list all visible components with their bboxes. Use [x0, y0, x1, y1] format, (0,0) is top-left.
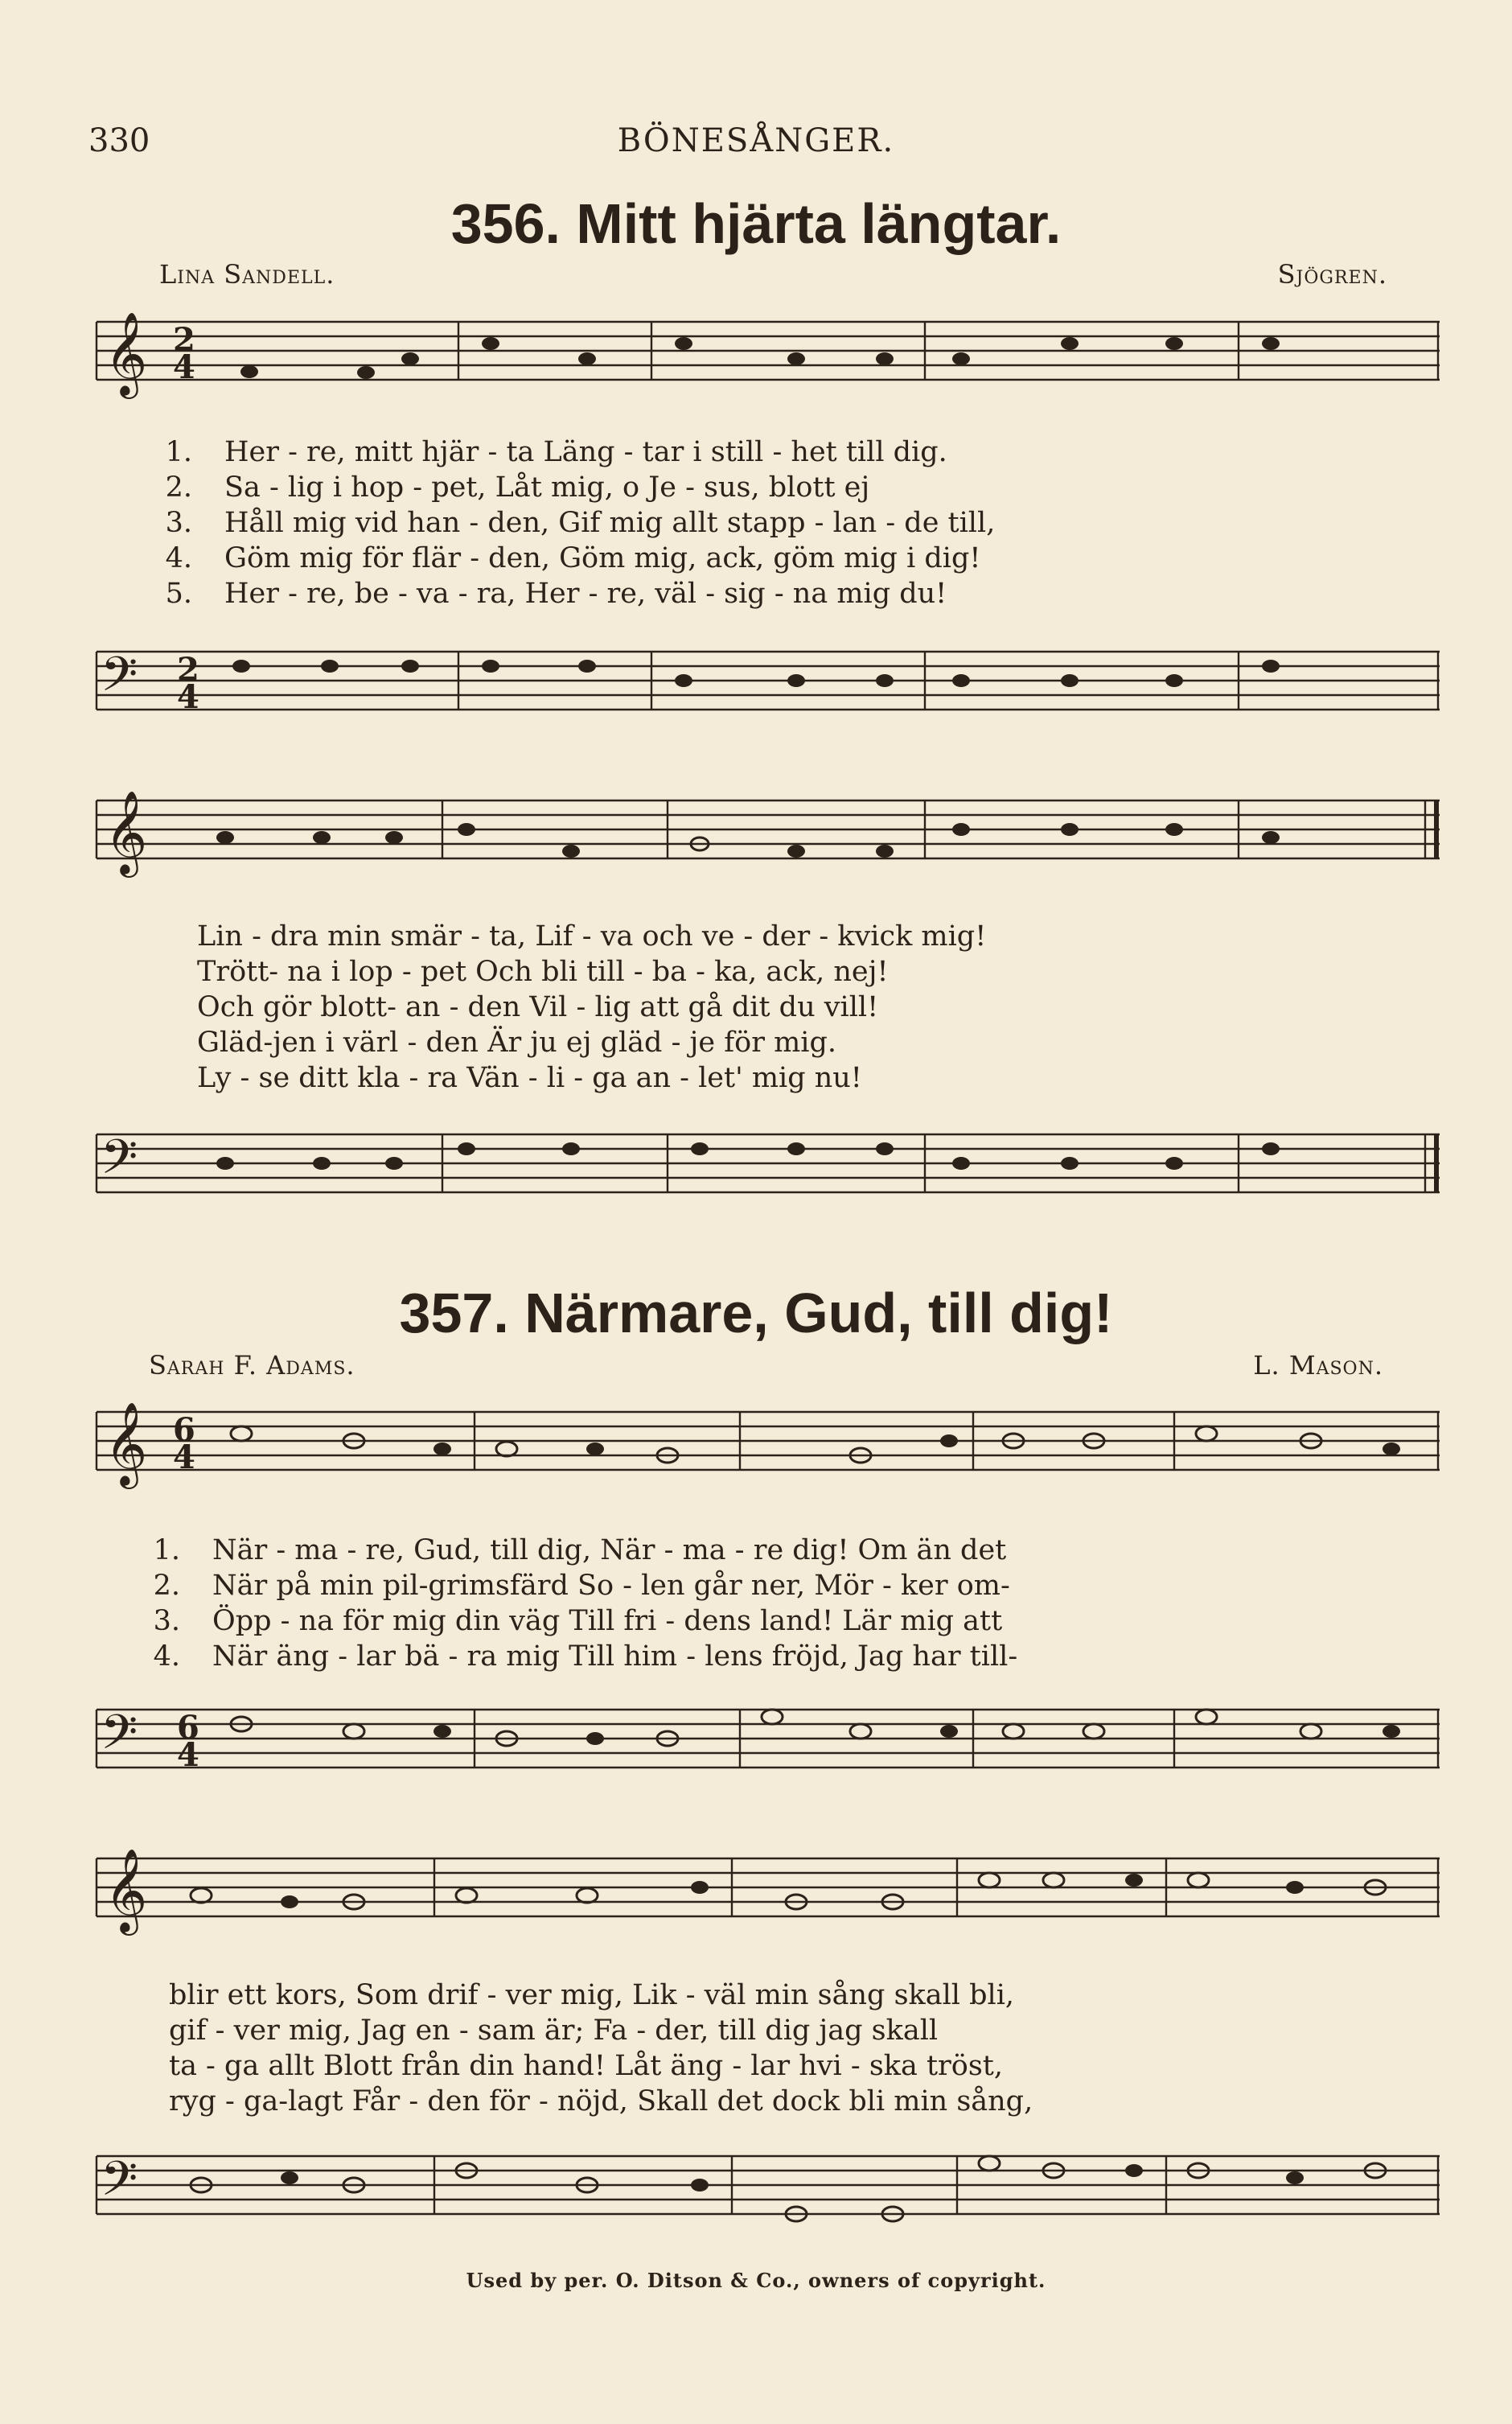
hymn-357-author: Sarah F. Adams. [149, 1350, 355, 1381]
verse-line: Trött- na i lop - pet Och bli till - ba - ka, ack, nej! [197, 956, 889, 988]
verse-line: 5. Her - re, be - va - ra, Her - re, väl - sig - na mig du! [165, 578, 947, 610]
verse-line: 2. När på min pil-grimsfärd So - len går ner, Mör - ker om- [153, 1570, 1010, 1602]
verse-line: 4. När äng - lar bä - ra mig Till him - lens fröjd, Jag har till- [153, 1640, 1018, 1673]
verse-line: gif - ver mig, Jag en - sam är; Fa - der, till dig jag skall [169, 2015, 939, 2047]
hymn-357-title: 357. Närmare, Gud, till dig! [399, 1282, 1113, 1344]
svg-text:6: 6 [173, 1411, 195, 1449]
svg-text:𝄞: 𝄞 [105, 311, 148, 396]
svg-text:𝄢: 𝄢 [101, 1704, 138, 1772]
page-number: 330 [88, 122, 150, 159]
svg-text:𝄞: 𝄞 [105, 790, 148, 875]
hymn-356-system1-treble [88, 306, 1440, 418]
verse-line: 4. Göm mig för flär - den, Göm mig, ack, göm mig i dig! [165, 542, 981, 574]
running-title: BÖNESÅNGER. [617, 122, 895, 159]
svg-text:𝄞: 𝄞 [105, 1401, 148, 1486]
hymn-356-author: Lina Sandell. [159, 259, 335, 290]
verse-line: ta - ga allt Blott från din hand! Låt äng - lar hvi - ska tröst, [169, 2050, 1003, 2082]
svg-text:𝄢: 𝄢 [101, 1129, 138, 1196]
svg-text:6: 6 [177, 1709, 199, 1747]
hymn-357-system1-bass [88, 1694, 1440, 1798]
svg-text:4: 4 [177, 1736, 199, 1774]
verse-line: Lin - dra min smär - ta, Lif - va och ve - der - kvick mig! [197, 920, 987, 953]
verse-line: 1. Her - re, mitt hjär - ta Läng - tar i still - het till dig. [165, 436, 947, 468]
svg-text:2: 2 [173, 321, 195, 359]
verse-line: Gläd-jen i värl - den Är ju ej gläd - je för mig. [197, 1027, 837, 1059]
hymn-356-system2-bass [88, 1118, 1440, 1223]
hymn-357-system2-treble [88, 1842, 1440, 1955]
hymn-357-system2-bass [88, 2140, 1440, 2245]
svg-text:𝄢: 𝄢 [101, 646, 138, 714]
verse-line: 2. Sa - lig i hop - pet, Låt mig, o Je - sus, blott ej [165, 471, 870, 504]
verse-line: ryg - ga-lagt Får - den för - nöjd, Skall det dock bli min sång, [169, 2085, 1033, 2117]
hymn-357-verses-part2 [169, 1977, 1033, 2119]
verse-line: Och gör blott- an - den Vil - lig att gå dit du vill! [197, 991, 879, 1023]
svg-text:𝄞: 𝄞 [105, 1848, 148, 1932]
verse-line: 3. Öpp - na för mig din väg Till fri - dens land! Lär mig att [153, 1605, 1003, 1637]
hymn-357-system1-treble [88, 1396, 1440, 1508]
copyright-footer: Used by per. O. Ditson & Co., owners of copyright. [466, 2269, 1046, 2292]
verse-line: Ly - se ditt kla - ra Vän - li - ga an - let' mig nu! [197, 1062, 862, 1094]
hymn-356-composer: Sjögren. [1277, 259, 1387, 290]
hymn-356-title: 356. Mitt hjärta längtar. [450, 192, 1062, 255]
hymn-356-system1-bass [88, 636, 1440, 740]
svg-text:4: 4 [177, 678, 199, 716]
verse-line: blir ett kors, Som drif - ver mig, Lik - väl min sång skall bli, [169, 1979, 1015, 2011]
svg-text:4: 4 [173, 1438, 195, 1476]
hymn-356-verses-part1 [157, 434, 995, 611]
svg-text:𝄢: 𝄢 [101, 2150, 138, 2218]
svg-text:2: 2 [177, 651, 199, 689]
hymn-357-composer: L. Mason. [1253, 1350, 1383, 1381]
verse-line: 1. När - ma - re, Gud, till dig, När - ma - re dig! Om än det [153, 1534, 1007, 1566]
hymn-356-system2-treble [88, 784, 1440, 897]
verse-line: 3. Håll mig vid han - den, Gif mig allt stapp - lan - de till, [165, 507, 996, 539]
hymn-357-verses-part1 [145, 1533, 1017, 1674]
hymn-356-verses-part2 [197, 919, 986, 1096]
svg-text:4: 4 [173, 348, 195, 386]
